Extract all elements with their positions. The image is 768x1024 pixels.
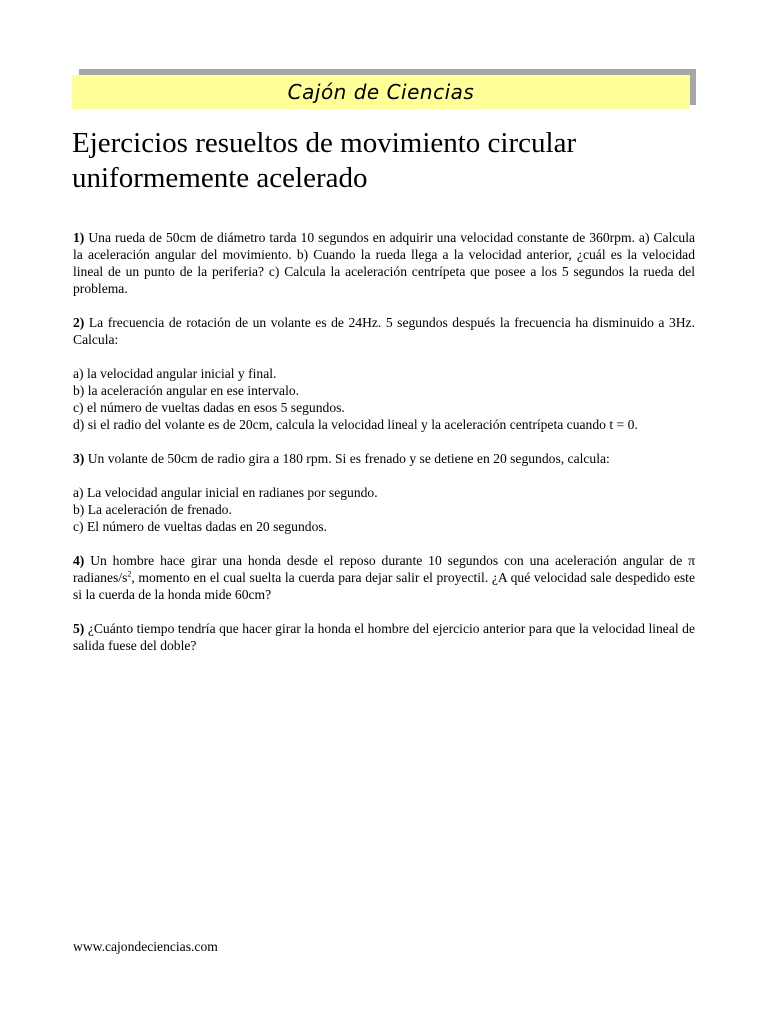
exercise-1 [73,229,695,297]
exercise-3-number: 3) [73,451,85,466]
exercise-4-superscript: 2 [127,569,132,579]
exercise-2-item: b) la aceleración angular en ese intervalo. [73,383,300,398]
exercise-3-item: b) La aceleración de frenado. [73,502,232,517]
exercise-3-item: a) La velocidad angular inicial en radianes por segundo. [73,485,378,500]
exercise-2-item: a) la velocidad angular inicial y final. [73,366,277,381]
exercise-4-text-start: Un hombre hace girar una honda desde el reposo durante 10 segundos con una aceleración angular de π radianes/s [73,553,695,585]
exercise-3-item: c) El número de vueltas dadas en 20 segundos. [73,519,328,534]
exercise-4-number: 4) [73,553,85,568]
exercise-2-number: 2) [73,315,85,330]
exercise-3 [73,450,695,467]
exercise-2 [73,314,695,348]
banner-title: Cajón de Ciencias [287,80,475,104]
exercise-2-text: La frecuencia de rotación de un volante es de 24Hz. 5 segundos después la frecuencia ha disminuido a 3Hz. Calcula: [73,315,695,347]
exercise-1-text: Una rueda de 50cm de diámetro tarda 10 segundos en adquirir una velocidad constante de 360rpm. a) Calcula la aceleración angular del movimiento. b) Cuando la rueda llega a la velocidad anterior, ¿cuál es la velocidad lineal de un punto de la periferia? c) Calcula la aceleración centrípeta que posee a los 5 segundos la rueda del problema. [73,230,696,296]
exercise-2-item: c) el número de vueltas dadas en esos 5 segundos. [73,400,345,415]
exercise-4 [73,552,695,603]
exercise-5 [73,620,695,654]
exercise-list [73,229,695,671]
exercise-3-text: Un volante de 50cm de radio gira a 180 rpm. Si es frenado y se detiene en 20 segundos, calcula: [87,451,610,466]
footer-url[interactable]: www.cajondeciencias.com [73,939,218,954]
exercise-1-number: 1) [73,230,85,245]
exercise-5-number: 5) [73,621,85,636]
header-banner [72,75,690,109]
exercise-4-text-end: , momento en el cual suelta la cuerda para dejar salir el proyectil. ¿A qué velocidad sale despedido este si la cuerda de la honda mide 60cm? [73,570,695,602]
exercise-5-text: ¿Cuánto tiempo tendría que hacer girar la honda el hombre del ejercicio anterior para que la velocidad lineal de salida fuese del doble? [73,621,695,653]
exercise-2-item: d) si el radio del volante es de 20cm, calcula la velocidad lineal y la aceleración centrípeta cuando t = 0. [73,417,638,432]
document-title: Ejercicios resueltos de movimiento circular uniformemente acelerado [72,127,577,194]
